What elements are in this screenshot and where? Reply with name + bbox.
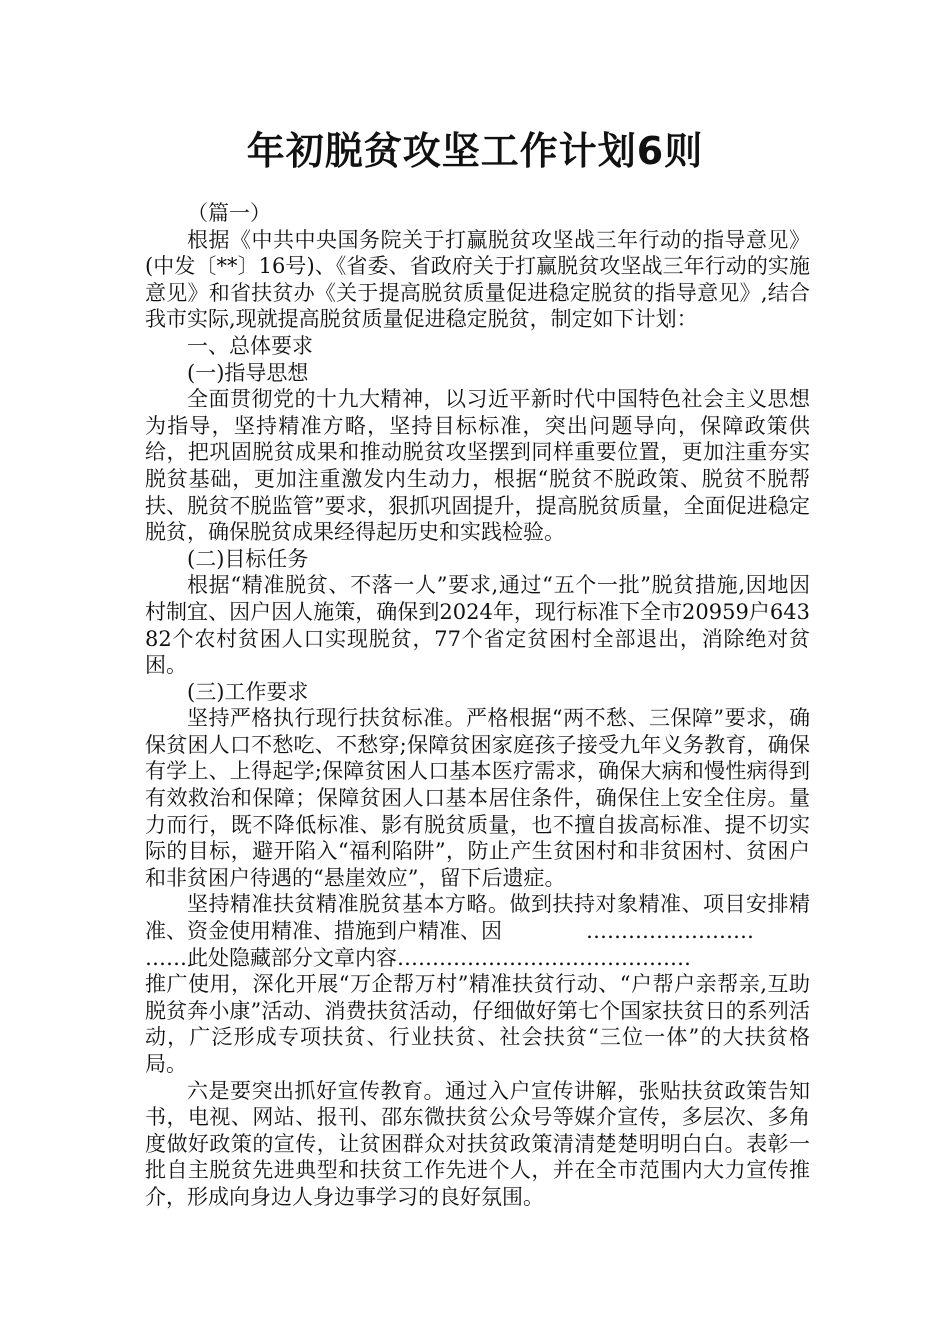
paragraph-work-requirements: 坚持严格执行现行扶贫标准。严格根据“两不愁、三保障”要求，确保贫困人口不愁吃、不愁穿;保障贫困家庭孩子接受九年义务教育，确保有学上、上得起学;保障贫困人口基本医疗需求，确保大病和慢性病得到有效救治和保障；保障贫困人口基本居住条件，确保住上安全住房。量力而行，既不降低标准、影有脱贫质量，也不擅自拔高标准、提不切实际的目标，避开陷入“福利陷阱”，防止产生贫困村和非贫困村、贫困户和非贫困户待遇的“悬崖效应”，留下后遗症。 xyxy=(145,706,810,890)
heading-goals: (二)目标任务 xyxy=(187,546,309,571)
paragraph-precise-poverty xyxy=(145,891,810,944)
heading-work-requirements: (三)工作要求 xyxy=(187,679,309,704)
intro-paragraph: 根据《中共中央国务院关于打赢脱贫攻坚战三年行动的指导意见》(中发〔**〕16号)、《省委、省政府关于打赢脱贫攻坚战三年行动的实施意见》和省扶贫办《关于提高脱贫质量促进稳定脱贫的指导意见》,结合我市实际,现就提高脱贫质量促进稳定脱贫，制定如下计划： xyxy=(145,227,810,332)
paragraph-goals: 根据“精准脱贫、不落一人”要求,通过“五个一批”脱贫措施,因地因村制宜、因户因人施策，确保到2024年，现行标准下全市20959户64382个农村贫困人口实现脱贫，77个省定贫困村全部退出，消除绝对贫困。 xyxy=(145,573,810,678)
document-title: 年初脱贫攻坚工作计划6则 xyxy=(246,129,704,173)
hidden-paragraph-start: 坚持精准扶贫精准脱贫基本方略。做到扶持对象精准、项目安排精准、资金使用精准、措施到户精准、因 xyxy=(145,892,810,944)
section-label: （篇一） xyxy=(187,201,271,225)
heading-general-requirements: 一、总体要求 xyxy=(187,333,313,358)
hidden-content-dots: …………………… xyxy=(586,919,754,944)
hidden-content-notice: ……此处隐藏部分文章内容…………………………………… xyxy=(145,945,691,970)
paragraph-publicity: 六是要突出抓好宣传教育。通过入户宣传讲解，张贴扶贫政策告知书，电视、网站、报刊、邵东微扶贫公众号等媒介宣传，多层次、多角度做好政策的宣传，让贫困群众对扶贫政策清清楚楚明明白白。表彰一批自主脱贫先进典型和扶贫工作先进个人，并在全市范围内大力宣传推介，形成向身边人身边事学习的良好氛围。 xyxy=(145,1078,810,1209)
document-body xyxy=(145,200,810,1211)
paragraph-after-hidden: 推广使用，深化开展“万企帮万村”精准扶贫行动、“户帮户亲帮亲,互助脱贫奔小康”活动、消费扶贫活动，仔细做好第七个国家扶贫日的系列活动，广泛形成专项扶贫、行业扶贫、社会扶贫“三位一体”的大扶贫格局。 xyxy=(145,972,810,1076)
heading-guiding-ideology: (一)指导思想 xyxy=(187,360,309,385)
paragraph-guiding-ideology: 全面贯彻党的十九大精神，以习近平新时代中国特色社会主义思想为指导，坚持精准方略，坚持目标标准，突出问题导向，保障政策供给，把巩固脱贫成果和推动脱贫攻坚摆到同样重要位置，更加注重夯实脱贫基础，更加注重激发内生动力，根据“脱贫不脱政策、脱贫不脱帮扶、脱贫不脱监管”要求，狠抓巩固提升，提高脱贫质量，全面促进稳定脱贫，确保脱贫成果经得起历史和实践检验。 xyxy=(145,387,810,545)
